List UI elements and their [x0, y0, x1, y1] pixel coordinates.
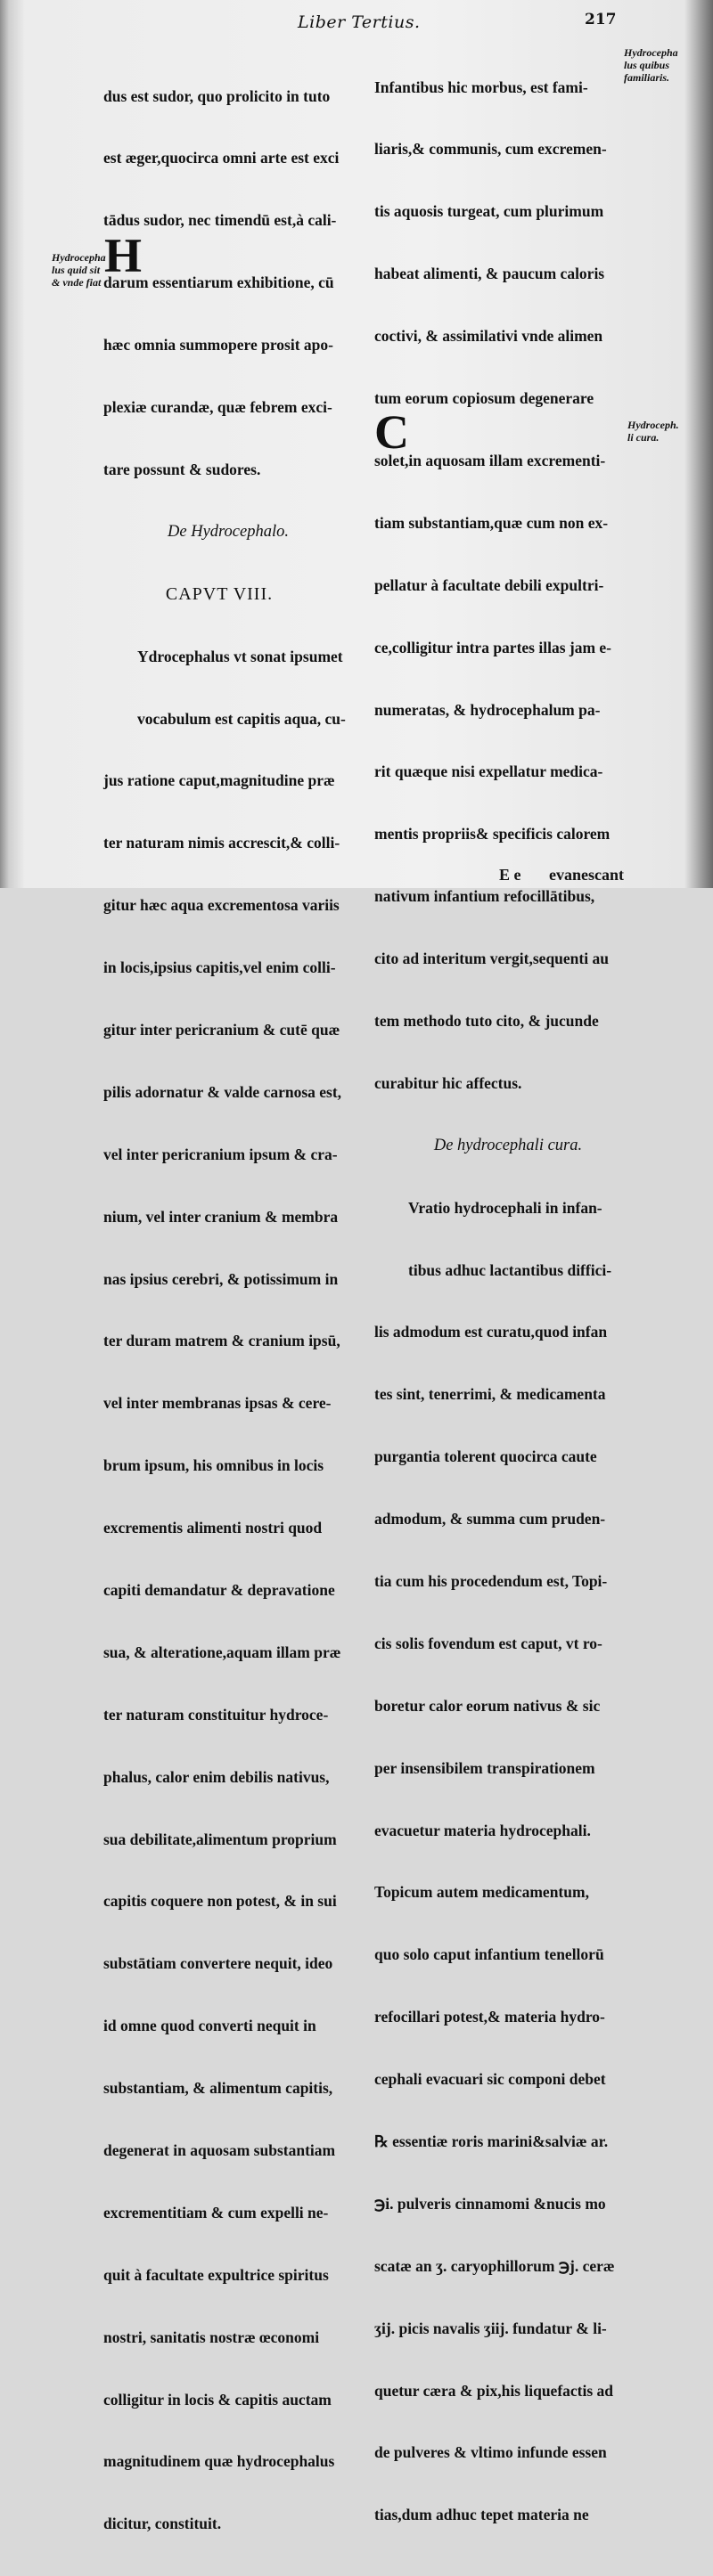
drop-cap-c: C	[374, 405, 409, 459]
text-line: capitis coquere non potest, & in sui	[103, 1892, 337, 1911]
drop-cap-h: H	[104, 229, 143, 282]
text-line: vocabulum est capitis aqua, cu-	[137, 709, 346, 728]
text-line: pilis adornatur & valde carnosa est,	[103, 1082, 342, 1101]
text-line: jus ratione caput,magnitudine præ	[103, 771, 335, 790]
text-line: tia cum his procedendum est, Topi-	[374, 1571, 608, 1590]
text-line: rit quæque nisi expellatur medica-	[374, 762, 603, 781]
text-line: tem methodo tuto cito, & jucunde	[374, 1011, 599, 1030]
chapter-heading: CAPVT VIII.	[165, 583, 274, 604]
text-line: per insensibilem transpirationem	[374, 1758, 595, 1777]
text-line: tiam substantiam,quæ cum non ex-	[374, 513, 609, 532]
margin-note-right-bottom: Hydroceph. li cura.	[627, 419, 679, 444]
margin-note-right-top: Hydrocepha lus quibus familiaris.	[624, 46, 678, 84]
text-line: Topicum autem medicamentum,	[374, 1883, 589, 1902]
text-line: ter duram matrem & cranium ipsū,	[103, 1332, 340, 1350]
text-line: Infantibus hic morbus, est fami-	[374, 77, 588, 96]
text-line: scatæ an ʒ. caryophillorum ℈j. ceræ	[374, 2256, 615, 2275]
text-line: quit à facultate expultrice spiritus	[103, 2265, 329, 2284]
text-line: tes sint, tenerrimi, & medicamenta	[374, 1385, 606, 1404]
text-line: gitur inter pericranium & cutē quæ	[103, 1020, 340, 1039]
text-line: capiti demandatur & depravatione	[103, 1580, 335, 1599]
text-line: tare possunt & sudores.	[103, 460, 261, 478]
text-line: tādus sudor, nec timendū est,à cali-	[103, 211, 337, 230]
text-line: brum ipsum, his omnibus in locis	[103, 1456, 324, 1475]
text-line: nostri, sanitatis nostræ œconomi	[103, 2327, 320, 2346]
text-line: phalus, calor enim debilis nativus,	[103, 1767, 330, 1786]
right-column	[374, 36, 633, 2567]
text-line: est æger,quocirca omni arte est exci	[103, 149, 340, 167]
text-line: excrementis alimenti nostri quod	[103, 1519, 323, 1537]
text-line: vel inter membranas ipsas & cere-	[103, 1394, 332, 1413]
text-line: evacuetur materia hydrocephali.	[374, 1821, 591, 1839]
text-line: magnitudinem quæ hydrocephalus	[103, 2452, 335, 2471]
text-line: lis admodum est curatu,quod infan	[374, 1323, 608, 1341]
text-line: nativum infantium refocillātibus,	[374, 887, 595, 906]
text-line: darum essentiarum exhibitione, cū	[103, 273, 334, 292]
text-line: substātiam convertere nequit, ideo	[103, 1954, 333, 1973]
text-line: ℞ essentiæ roris marini&salviæ ar.	[374, 2132, 609, 2150]
text-line: tis aquosis turgeat, cum plurimum	[374, 202, 604, 221]
text-line: tibus adhuc lactantibus diffici-	[408, 1260, 612, 1279]
text-line: dus est sudor, quo prolicito in tuto	[103, 86, 331, 105]
text-line: habeat alimenti, & paucum caloris	[374, 265, 605, 283]
text-line: degenerat in aquosam substantiam	[103, 2140, 336, 2159]
signature-mark: E e	[499, 866, 521, 884]
text-line: colligitur in locis & capitis auctam	[103, 2390, 332, 2409]
text-line: tias,dum adhuc tepet materia ne	[374, 2506, 589, 2524]
text-line: ter naturam nimis accrescit,& colli-	[103, 834, 340, 852]
text-line: cito ad interitum vergit,sequenti au	[374, 950, 609, 968]
text-line: liaris,& communis, cum excremen-	[374, 140, 607, 159]
text-line: sua debilitate,alimentum proprium	[103, 1830, 337, 1848]
text-line: quetur cæra & pix,his liquefactis ad	[374, 2381, 614, 2400]
text-line: excrementitiam & cum expelli ne-	[103, 2203, 329, 2221]
text-line: gitur hæc aqua excrementosa variis	[103, 896, 340, 915]
text-line: cis solis fovendum est caput, vt ro-	[374, 1634, 602, 1652]
text-line: coctivi, & assimilativi vnde alimen	[374, 327, 603, 346]
text-line: ce,colligitur intra partes illas jam e-	[374, 638, 612, 656]
text-line: ter naturam constituitur hydroce-	[103, 1705, 329, 1724]
text-line: curabitur hic affectus.	[374, 1073, 522, 1092]
text-line: nium, vel inter cranium & membra	[103, 1207, 339, 1226]
margin-note-left: Hydrocepha lus quid sit & vnde fiat	[52, 251, 106, 289]
text-line: solet,in aquosam illam excrementi-	[374, 451, 606, 469]
text-line: mentis propriis& specificis calorem	[374, 825, 611, 844]
running-header: Liber Tertius.	[298, 12, 421, 32]
text-line: plexiæ curandæ, quæ febrem exci-	[103, 398, 332, 417]
text-line: tum eorum copiosum degenerare	[374, 389, 594, 408]
text-line: de pulveres & vltimo infunde essen	[374, 2443, 607, 2462]
text-line: refocillari potest,& materia hydro-	[374, 2008, 605, 2026]
text-line: pellatur à facultate debili expultri-	[374, 575, 604, 594]
text-line: hæc omnia summopere prosit apo-	[103, 336, 333, 355]
section-title-cura: De hydrocephali cura.	[433, 1136, 583, 1154]
catchword: evanescant	[549, 866, 624, 884]
text-line: nas ipsius cerebri, & potissimum in	[103, 1269, 339, 1288]
left-column	[103, 45, 371, 2576]
text-line: ℈i. pulveris cinnamomi &nucis mo	[374, 2194, 606, 2213]
text-line: sua, & alteratione,aquam illam præ	[103, 1643, 341, 1661]
text-line: Vratio hydrocephali in infan-	[408, 1198, 602, 1217]
text-line: quo solo caput infantium tenellorū	[374, 1945, 604, 1964]
page-number: 217	[585, 11, 617, 29]
text-line: numeratas, & hydrocephalum pa-	[374, 700, 601, 719]
text-line: boretur calor eorum nativus & sic	[374, 1696, 601, 1715]
text-line: Ydrocephalus vt sonat ipsumet	[137, 647, 343, 665]
text-line: admodum, & summa cum pruden-	[374, 1510, 606, 1528]
section-title-hydrocephalo: De Hydrocephalo.	[168, 522, 289, 541]
text-line: ʒij. picis navalis ʒiij. fundatur & li-	[374, 2319, 607, 2337]
text-line: vel inter pericranium ipsum & cra-	[103, 1145, 338, 1163]
text-line: substantiam, & alimentum capitis,	[103, 2079, 333, 2098]
text-line: dicitur, constituit.	[103, 2515, 222, 2533]
text-line: purgantia tolerent quocirca caute	[374, 1447, 597, 1466]
text-line: cephali evacuari sic componi debet	[374, 2070, 606, 2089]
text-line: id omne quod converti nequit in	[103, 2017, 316, 2035]
text-line: in locis,ipsius capitis,vel enim colli-	[103, 958, 336, 977]
